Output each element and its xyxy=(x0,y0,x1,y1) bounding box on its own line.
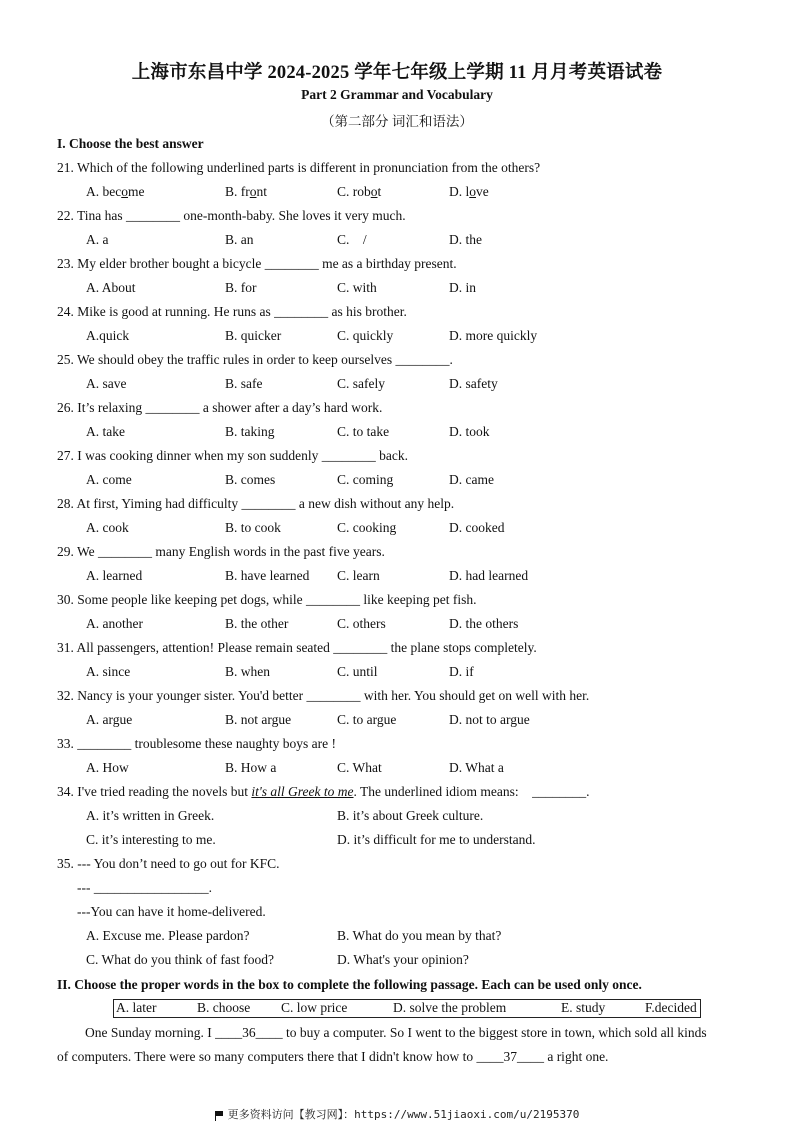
option-d: D. had learned xyxy=(449,568,529,583)
option-a: A. a xyxy=(86,232,109,247)
option-c: C. to take xyxy=(337,424,390,439)
option-a: A. learned xyxy=(86,568,143,583)
option-c: C. What do you think of fast food? xyxy=(86,952,274,967)
question-31: 31. All passengers, attention! Please remain seated ________ the plane stops completely. xyxy=(57,640,537,655)
option-b: B. taking xyxy=(225,424,275,439)
question-26: 26. It’s relaxing ________ a shower after a day’s hard work. xyxy=(57,400,383,415)
option-d: D. if xyxy=(449,664,474,679)
option-d: D. safety xyxy=(449,376,498,391)
option-c: C. to argue xyxy=(337,712,397,727)
question-35: 35. --- You don’t need to go out for KFC. xyxy=(57,856,280,871)
idiom-underlined: it's all Greek to me xyxy=(251,784,354,799)
option-d: D. cooked xyxy=(449,520,505,535)
section-1-heading: I. Choose the best answer xyxy=(57,136,204,151)
option-a: A. Excuse me. Please pardon? xyxy=(86,928,250,943)
question-35-options-row1 xyxy=(86,928,746,946)
option-b: B. when xyxy=(225,664,270,679)
word-box xyxy=(113,999,701,1018)
option-c: C. / xyxy=(337,232,367,247)
question-21-options xyxy=(86,184,746,202)
option-b: B. quicker xyxy=(225,328,282,343)
option-d: D. in xyxy=(449,280,476,295)
question-31-options xyxy=(86,664,746,682)
word-e: E. study xyxy=(561,1000,606,1015)
question-25-options xyxy=(86,376,746,394)
option-a: A. come xyxy=(86,472,132,487)
option-a: A. argue xyxy=(86,712,133,727)
question-24: 24. Mike is good at running. He runs as ________ as his brother. xyxy=(57,304,407,319)
option-a: A. cook xyxy=(86,520,129,535)
flag-icon xyxy=(215,1111,224,1120)
option-a: A. it’s written in Greek. xyxy=(86,808,215,823)
option-d: D. it’s difficult for me to understand. xyxy=(337,832,536,847)
footer-link[interactable]: 更多资料访问【教习网】：https://www.51jiaoxi.com/u/2195370 xyxy=(227,1108,580,1121)
option-c: C. What xyxy=(337,760,382,775)
question-35-options-row2 xyxy=(86,952,746,970)
option-a: A.quick xyxy=(86,328,130,343)
question-26-options xyxy=(86,424,746,442)
question-27-options xyxy=(86,472,746,490)
option-a: A. since xyxy=(86,664,131,679)
question-33-options xyxy=(86,760,746,778)
question-27: 27. I was cooking dinner when my son suddenly ________ back. xyxy=(57,448,408,463)
option-c: C. robot xyxy=(337,184,382,199)
question-32: 32. Nancy is your younger sister. You'd better ________ with her. You should get on well with her. xyxy=(57,688,590,703)
question-28: 28. At first, Yiming had difficulty ________ a new dish without any help. xyxy=(57,496,455,511)
option-b: B. have learned xyxy=(225,568,310,583)
question-23-options xyxy=(86,280,746,298)
option-d: D. the others xyxy=(449,616,519,631)
question-21: 21. Which of the following underlined parts is different in pronunciation from the others? xyxy=(57,160,541,175)
question-34-options-row2 xyxy=(86,832,746,850)
option-b: B. How a xyxy=(225,760,277,775)
question-34: 34. I've tried reading the novels but it's all Greek to me. The underlined idiom means: ________. xyxy=(57,784,590,799)
question-30-options xyxy=(86,616,746,634)
passage-line-1: One Sunday morning. I ____36____ to buy a computer. So I went to the biggest store in town, which sold all kinds xyxy=(85,1025,707,1040)
question-22: 22. Tina has ________ one-month-baby. She loves it very much. xyxy=(57,208,406,223)
question-33: 33. ________ troublesome these naughty boys are ! xyxy=(57,736,336,751)
word-c: C. low price xyxy=(281,1000,348,1015)
option-b: B. comes xyxy=(225,472,276,487)
question-29-options xyxy=(86,568,746,586)
option-b: B. for xyxy=(225,280,257,295)
option-c: C. until xyxy=(337,664,378,679)
option-d: D. more quickly xyxy=(449,328,538,343)
option-c: C. it’s interesting to me. xyxy=(86,832,216,847)
option-c: C. coming xyxy=(337,472,394,487)
question-24-options xyxy=(86,328,746,346)
option-c: C. others xyxy=(337,616,386,631)
word-f: F.decided xyxy=(645,1000,697,1015)
option-b: B. What do you mean by that? xyxy=(337,928,502,943)
option-a: A. take xyxy=(86,424,125,439)
option-b: B. not argue xyxy=(225,712,292,727)
question-29: 29. We ________ many English words in the past five years. xyxy=(57,544,385,559)
option-c: C. with xyxy=(337,280,377,295)
question-28-options xyxy=(86,520,746,538)
question-34-options-row1 xyxy=(86,808,746,826)
part-title-cn: （第二部分 词汇和语法） xyxy=(321,114,473,129)
option-b: B. the other xyxy=(225,616,289,631)
question-22-options xyxy=(86,232,746,250)
option-b: B. safe xyxy=(225,376,263,391)
question-25: 25. We should obey the traffic rules in order to keep ourselves ________. xyxy=(57,352,453,367)
option-d: D. love xyxy=(449,184,489,199)
option-c: C. learn xyxy=(337,568,380,583)
word-b: B. choose xyxy=(197,1000,251,1015)
option-b: B. to cook xyxy=(225,520,281,535)
question-35-response: ---You can have it home-delivered. xyxy=(77,904,266,919)
option-d: D. the xyxy=(449,232,482,247)
option-a: A. another xyxy=(86,616,143,631)
option-d: D. not to argue xyxy=(449,712,530,727)
passage-line-2: of computers. There were so many computers there that I didn't know how to ____37____ a right one. xyxy=(57,1049,609,1064)
option-d: D. What a xyxy=(449,760,504,775)
option-a: A. How xyxy=(86,760,129,775)
option-b: B. it’s about Greek culture. xyxy=(337,808,484,823)
option-c: C. quickly xyxy=(337,328,394,343)
option-a: A. become xyxy=(86,184,145,199)
footer xyxy=(0,1106,794,1122)
question-35-blank-line: --- _________________. xyxy=(77,880,212,895)
question-30: 30. Some people like keeping pet dogs, while ________ like keeping pet fish. xyxy=(57,592,477,607)
question-32-options xyxy=(86,712,746,730)
option-d: D. took xyxy=(449,424,490,439)
part-title: Part 2 Grammar and Vocabulary xyxy=(301,87,493,102)
option-a: A. save xyxy=(86,376,127,391)
section-2-heading: II. Choose the proper words in the box to complete the following passage. Each can be used only once. xyxy=(57,977,642,992)
option-d: D. What's your opinion? xyxy=(337,952,469,967)
option-d: D. came xyxy=(449,472,494,487)
question-23: 23. My elder brother bought a bicycle ________ me as a birthday present. xyxy=(57,256,457,271)
word-a: A. later xyxy=(116,1000,157,1015)
option-a: A. About xyxy=(86,280,136,295)
word-d: D. solve the problem xyxy=(393,1000,507,1015)
option-b: B. an xyxy=(225,232,254,247)
option-c: C. safely xyxy=(337,376,385,391)
option-b: B. front xyxy=(225,184,268,199)
page-title: 上海市东昌中学 2024-2025 学年七年级上学期 11 月月考英语试卷 xyxy=(131,63,663,83)
option-c: C. cooking xyxy=(337,520,397,535)
